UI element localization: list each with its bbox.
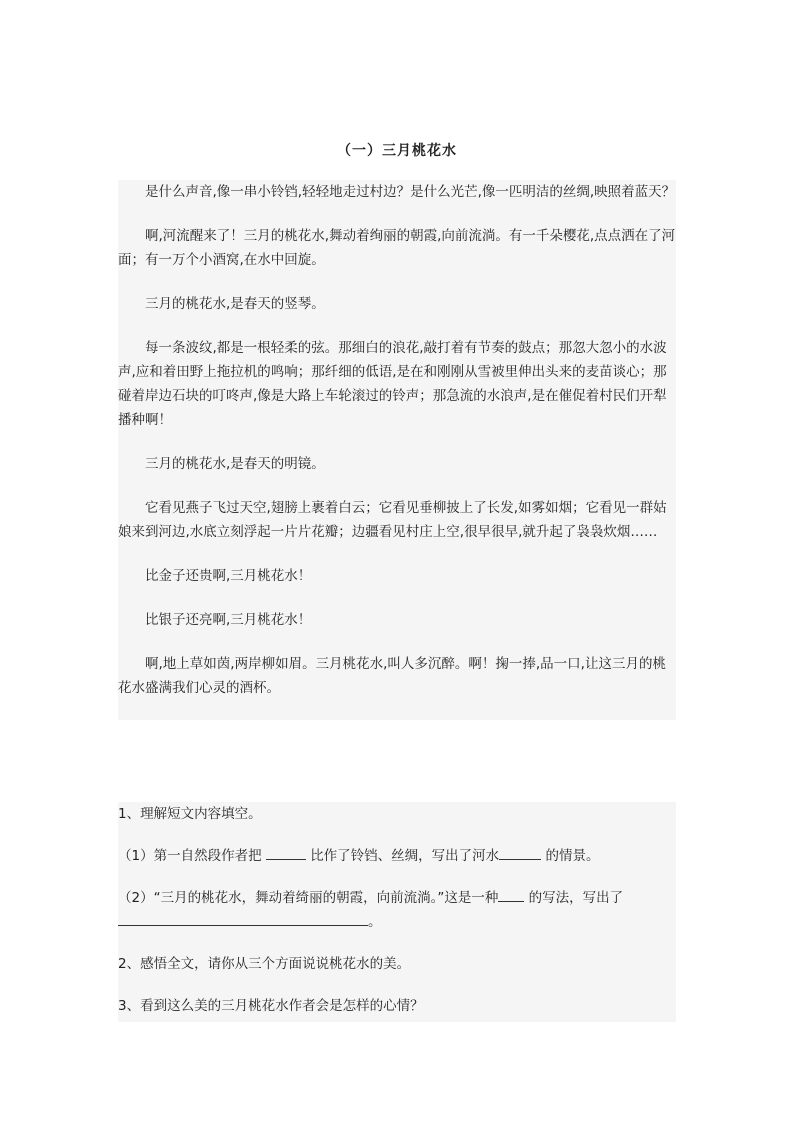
paragraph-4: 每一条波纹,都是一根轻柔的弦。那细白的浪花,敲打着有节奏的鼓点；那忽大忽小的水波声,应和着田野上拖拉机的鸣响；那纤细的低语,是在和刚刚从雪被里伸出头来的麦苗谈心；那碰着岸边石块的叮咚声,像是大路上车轮滚过的铃声；那急流的水浪声,是在催促着村民们开犁播种啊！ xyxy=(118,340,667,428)
question-1-1-text-b: 比作了铃铛、丝绸，写出了河水 xyxy=(310,848,500,864)
question-1-1-text-a: （1）第一自然段作者把 xyxy=(118,848,262,864)
paragraph-5: 三月的桃花水,是春天的明镜。 xyxy=(145,456,325,472)
question-1-2-text-a: （2）“三月的桃花水，舞动着绮丽的朝霞，向前流淌。”这是一种 xyxy=(118,890,499,906)
question-1-1 xyxy=(118,844,676,868)
paragraph-7: 比金子还贵啊,三月桃花水！ xyxy=(145,568,312,584)
answer-blank[interactable] xyxy=(266,845,306,860)
questions-section xyxy=(118,802,676,1022)
answer-blank[interactable] xyxy=(499,845,541,860)
question-1-2 xyxy=(118,886,676,934)
paragraph-1: 是什么声音,像一串小铃铛,轻轻地走过村边？是什么光芒,像一匹明洁的丝绸,映照着蓝天？ xyxy=(145,184,676,200)
question-1-2-text-b: 的写法，写出了 xyxy=(528,890,624,906)
question-2: 2、感悟全文，请你从三个方面说说桃花水的美。 xyxy=(118,956,411,972)
question-3: 3、看到这么美的三月桃花水作者会是怎样的心情？ xyxy=(118,998,424,1014)
paragraph-3: 三月的桃花水,是春天的竖琴。 xyxy=(145,296,325,312)
passage-body xyxy=(118,180,676,720)
paragraph-6: 它看见燕子飞过天空,翅膀上裹着白云；它看见垂柳披上了长发,如雾如烟；它看见一群姑娘来到河边,水底立刻浮起一片片花瓣；边疆看见村庄上空,很早很早,就升起了袅袅炊烟…… xyxy=(118,500,667,540)
question-1: 1、理解短文内容填空。 xyxy=(118,806,262,822)
answer-blank[interactable] xyxy=(498,887,524,902)
paragraph-9: 啊,地上草如茵,两岸柳如眉。三月桃花水,叫人多沉醉。啊！掬一捧,品一口,让这三月的桃花水盛满我们心灵的酒杯。 xyxy=(118,656,666,696)
question-1-2-text-c: 。 xyxy=(368,914,382,930)
answer-blank[interactable] xyxy=(118,911,368,926)
paragraph-2: 啊,河流醒来了！三月的桃花水,舞动着绚丽的朝霞,向前流淌。有一千朵樱花,点点洒在了河面；有一万个小酒窝,在水中回旋。 xyxy=(118,228,676,268)
question-1-1-text-c: 的情景。 xyxy=(545,848,600,864)
passage-title: （一）三月桃花水 xyxy=(337,143,457,159)
paragraph-8: 比银子还亮啊,三月桃花水！ xyxy=(145,612,312,628)
